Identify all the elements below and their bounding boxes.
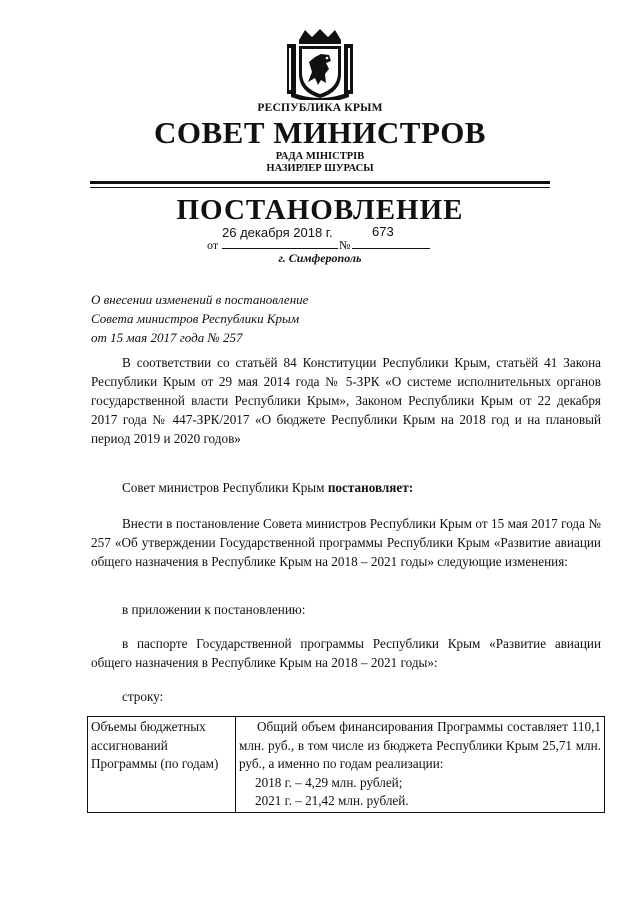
council-title-ukrainian: РАДА МІНІСТРІВ (275, 151, 365, 162)
subject-line: О внесении изменений в постановление (91, 292, 309, 307)
subject-line: Совета министров Республики Крым (91, 311, 300, 326)
number-underline (352, 248, 430, 249)
coat-of-arms-emblem (285, 28, 355, 100)
financing-text: Общий объем финансирования Программы составляет 110,1 млн. руб., в том числе из бюджета Республики Крым 25,71 млн. руб., а именно по годам реализации: (239, 719, 601, 771)
city-label: г. Симферополь (278, 251, 362, 265)
number-sign-label: № (339, 238, 351, 252)
document-subject (91, 290, 308, 347)
council-title-crimean-tatar: НАЗИРЛЕР ШУРАСЫ (266, 163, 374, 174)
financing-2021: 2021 г. – 21,42 млн. рублей. (255, 793, 409, 808)
budget-table (87, 716, 605, 813)
date-prefix-label: от (207, 238, 219, 252)
document-number: 673 (372, 224, 394, 239)
passport-text: в паспорте Государственной программы Республики Крым «Развитие авиации общего назначения в Республике Крым на 2018 – 2021 годы»: (91, 636, 601, 670)
table-cell-value (236, 717, 605, 813)
date-underline (222, 248, 338, 249)
table-row (88, 717, 605, 813)
appendix-paragraph (91, 600, 601, 619)
amendment-text: Внести в постановление Совета министров Республики Крым от 15 мая 2017 года № 257 «Об утверждении Государственной программы Республики Крым «Развитие авиации общего назначения в Республике Крым на 2018 – 2021 годы» следующие изменения: (91, 516, 601, 569)
resolution-paragraph (91, 478, 601, 497)
document-date: 26 декабря 2018 г. (222, 225, 333, 240)
republic-title: РЕСПУБЛИКА КРЫМ (257, 102, 383, 114)
appendix-text: в приложении к постановлению: (122, 602, 306, 617)
row-label-paragraph (91, 687, 601, 706)
table-cell-label: Объемы бюджетных ассигнований Программы (по годам) (88, 717, 236, 813)
document-type-heading: ПОСТАНОВЛЕНИЕ (176, 194, 464, 226)
subject-line: от 15 мая 2017 года № 257 (91, 330, 243, 345)
preamble-text: В соответствии со статьёй 84 Конституции Республики Крым, статьёй 41 Закона Республики Крым от 29 мая 2014 года № 5-ЗРК «О системе исполнительных органов государственной власти Республики Крым», Законом Республики Крым от 22 декабря 2017 года № 447-ЗРК/2017 «О бюджете Республики Крым на 2018 год и на плановый период 2019 и 2020 годов» (91, 355, 601, 446)
amendment-paragraph (91, 514, 601, 571)
passport-paragraph (91, 634, 601, 672)
financing-2018: 2018 г. – 4,29 млн. рублей; (255, 774, 403, 790)
resolution-text: Совет министров Республики Крым (122, 480, 328, 495)
resolves-keyword: постановляет: (327, 480, 414, 495)
header-divider (90, 181, 550, 188)
council-title: СОВЕТ МИНИСТРОВ (154, 115, 486, 150)
preamble-paragraph (91, 353, 601, 448)
row-label-text: строку: (122, 689, 164, 704)
